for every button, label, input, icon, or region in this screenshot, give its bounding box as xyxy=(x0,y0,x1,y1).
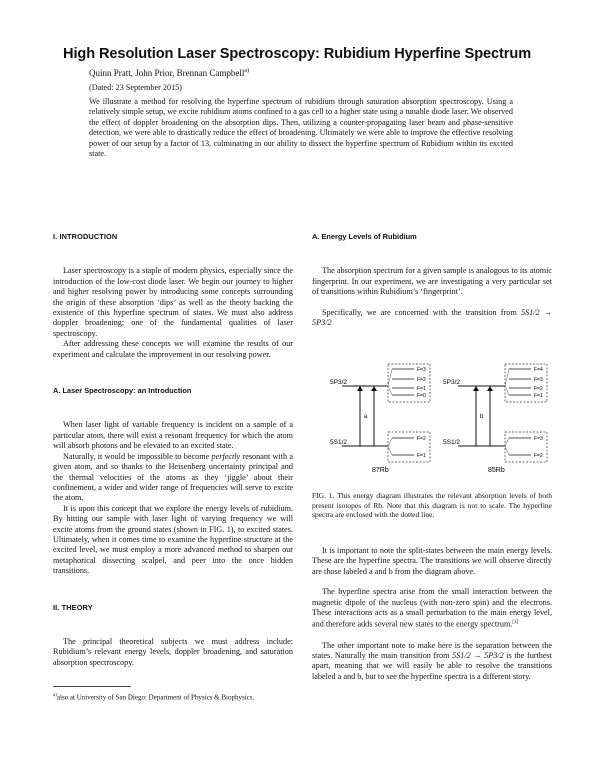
f-level-label: F=1 xyxy=(417,453,426,459)
connector-line xyxy=(388,446,392,455)
author-names: Quinn Pratt, John Prior, Brennan Campbell xyxy=(89,68,245,78)
paragraph: It is upon this concept that we explore the energy levels of rubidium. By hitting our sample with laser light of varying frequency we will excite atoms from the ground states (shown in FIG. 1), to excited states. Ultimately, when it comes time to examine the hyperfine structure at the excited level, we must employ a more advanced method to sharpen our metaphorical dissecting scalpel, and peer into the once hidden transitions. xyxy=(53,503,293,576)
paragraph: It is important to note the split-states between the main energy levels. These are the hyperfine spectra. The transitions we will observe directly are those labeled a and b from the diagram above. xyxy=(312,546,552,576)
paper-title: High Resolution Laser Spectroscopy: Rubidium Hyperfine Spectrum xyxy=(63,46,532,62)
text-run: Specifically, we are concerned with the transition from xyxy=(322,307,517,317)
f-level-label: F=1 xyxy=(534,393,543,399)
arrowhead xyxy=(487,386,493,391)
subsection-heading-energy-levels: A. Energy Levels of Rubidium xyxy=(312,232,417,241)
text-run: The other important note to make here is the separation between the states. Naturally the main transition from xyxy=(312,640,552,660)
isotope-label-85: 85Rb xyxy=(488,467,505,474)
f-level-label: F=0 xyxy=(417,393,426,399)
f-level-label: F=4 xyxy=(534,367,543,373)
connector-line xyxy=(505,369,509,386)
f-level-labels xyxy=(417,367,543,459)
left-column xyxy=(53,232,293,668)
author-affiliation-mark: a) xyxy=(244,68,250,74)
footnote-text: also at University of San Diego: Department of Physics & Biophysics. xyxy=(56,693,255,702)
level-label-5p-right: 5P3/2 xyxy=(443,379,460,386)
level-label-5s-left: 5S1/2 xyxy=(330,439,347,446)
subsection-heading-laser-spectroscopy: A. Laser Spectroscopy: an Introduction xyxy=(53,386,192,396)
footnote-rule xyxy=(53,686,131,687)
connector-line xyxy=(388,369,392,386)
paragraph: Laser spectroscopy is a staple of modern physics, especially since the introduction of the low-cost diode laser. We begin our journey to higher and higher resolving power by introducing some concepts surrounding the origin of these absorption ‘dips’ as well as the theory backing the existence of this hyperfine spectrum of states. We must also address doppler broadening; one of the fundamental qualities of laser spectroscopy. xyxy=(53,266,293,338)
f-level-label: F=2 xyxy=(534,386,543,392)
paragraph xyxy=(312,308,552,329)
text-run: is the furthest apart, meaning that we will easily be able to resolve the transitions labeled a and b, but to see the hyperfine spectra is a different story. xyxy=(312,650,552,681)
f-level-label: F=2 xyxy=(417,377,426,383)
text-run: resonant with a given atom, and so thanks to the Heisenberg uncertainty principal and the thermal velocities of the atoms as they ‘jiggle’ about their confinement, a wider and wider range of frequencies will serve to excite the atom. xyxy=(53,451,293,503)
f-level-label: F=2 xyxy=(534,453,543,459)
energy-level-diagram xyxy=(330,360,560,480)
connector-line xyxy=(505,386,509,395)
text-run: Naturally, it would be impossible to become xyxy=(63,451,212,461)
emphasis-text: perfectly xyxy=(211,451,241,461)
transition-label-b: b xyxy=(480,414,484,420)
paragraph xyxy=(312,641,552,683)
connector-line xyxy=(388,386,392,395)
connector-line xyxy=(505,438,509,446)
text-run: The hyperfine spectra arise from the small interaction between the magnetic dipole of the nucleus (with non-zero spin) and the electrons. These interactions acts as a small perturbation to the main energy level, and therefore adds several new states to the energy spectrum. xyxy=(312,587,552,630)
connector-line xyxy=(388,438,392,446)
paragraph xyxy=(53,452,293,504)
section-heading-theory: II. THEORY xyxy=(53,602,93,612)
f-level-label: F=3 xyxy=(417,367,426,373)
paragraph: After addressing these concepts we will examine the results of our experiment and calculate the improvement in our resolving power. xyxy=(53,339,293,359)
arrowhead xyxy=(473,386,479,391)
math-expression: 5S1/2 → 5P3/2 xyxy=(312,307,552,328)
f-level-label: F=2 xyxy=(417,436,426,442)
level-label-5s-right: 5S1/2 xyxy=(443,439,460,446)
section-heading-introduction: I. INTRODUCTION xyxy=(53,232,118,241)
transition-label-a: a xyxy=(364,414,368,420)
paragraph: The absorption spectrum for a given sample is analogous to its atomic fingerprint. In our experiment, we are investigating a very particular set of transitions within Rubidium’s ‘fingerprint’. xyxy=(312,266,552,297)
paragraph: The principal theoretical subjects we must address include: Rubidium’s relevant energy levels, doppler broadening, and saturation absorption spectroscopy. xyxy=(53,636,293,667)
paragraph xyxy=(312,587,552,630)
math-expression: 5S1/2 → 5P3/2 xyxy=(452,650,504,660)
arrowhead xyxy=(357,386,363,391)
author-line xyxy=(89,68,249,78)
right-column xyxy=(312,232,552,328)
figure-caption: FIG. 1. This energy diagram illustrates the relevant absorption levels of both present isotopes of Rb. Note that this diagram is not to scale. The hyperfine spectra are enclosed with the dotted line. xyxy=(312,491,552,520)
right-column-lower xyxy=(312,546,552,682)
f-level-label: F=1 xyxy=(417,386,426,392)
arrowhead xyxy=(371,386,377,391)
abstract: We illustrate a method for resolving the hyperfine spectrum of rubidium through saturation absorption spectroscopy. Using a relatively simple setup, we excite rubidium atoms confined to a gas cell to a higher state using a tunable diode laser. We observed the effect of doppler broadening on the absorption dips. Then, utilizing a counter-propagating laser beam and phase-sensitive detection, we were able to drastically reduce the effect of broadening. Ultimately we were able to improve the effective resolving power of our setup by a factor of 13, culminating in our ability to dissect the hyperfine spectrum of Rubidium within its excited state. xyxy=(89,97,513,159)
citation: [1] xyxy=(512,620,519,626)
connector-line xyxy=(505,446,509,455)
footnote xyxy=(53,691,293,702)
footnote-mark: a) xyxy=(53,693,57,698)
isotope-label-87: 87Rb xyxy=(372,467,389,474)
date-line: (Dated: 23 September 2015) xyxy=(89,83,182,92)
level-label-5p-left: 5P3/2 xyxy=(330,379,347,386)
paragraph: When laser light of variable frequency is incident on a sample of a particular atom, there will exist a resonant frequency for which the atom will absorb photons and be elevated to an excited state. xyxy=(53,420,293,451)
f-level-label: F=3 xyxy=(534,436,543,442)
f-level-label: F=3 xyxy=(534,377,543,383)
